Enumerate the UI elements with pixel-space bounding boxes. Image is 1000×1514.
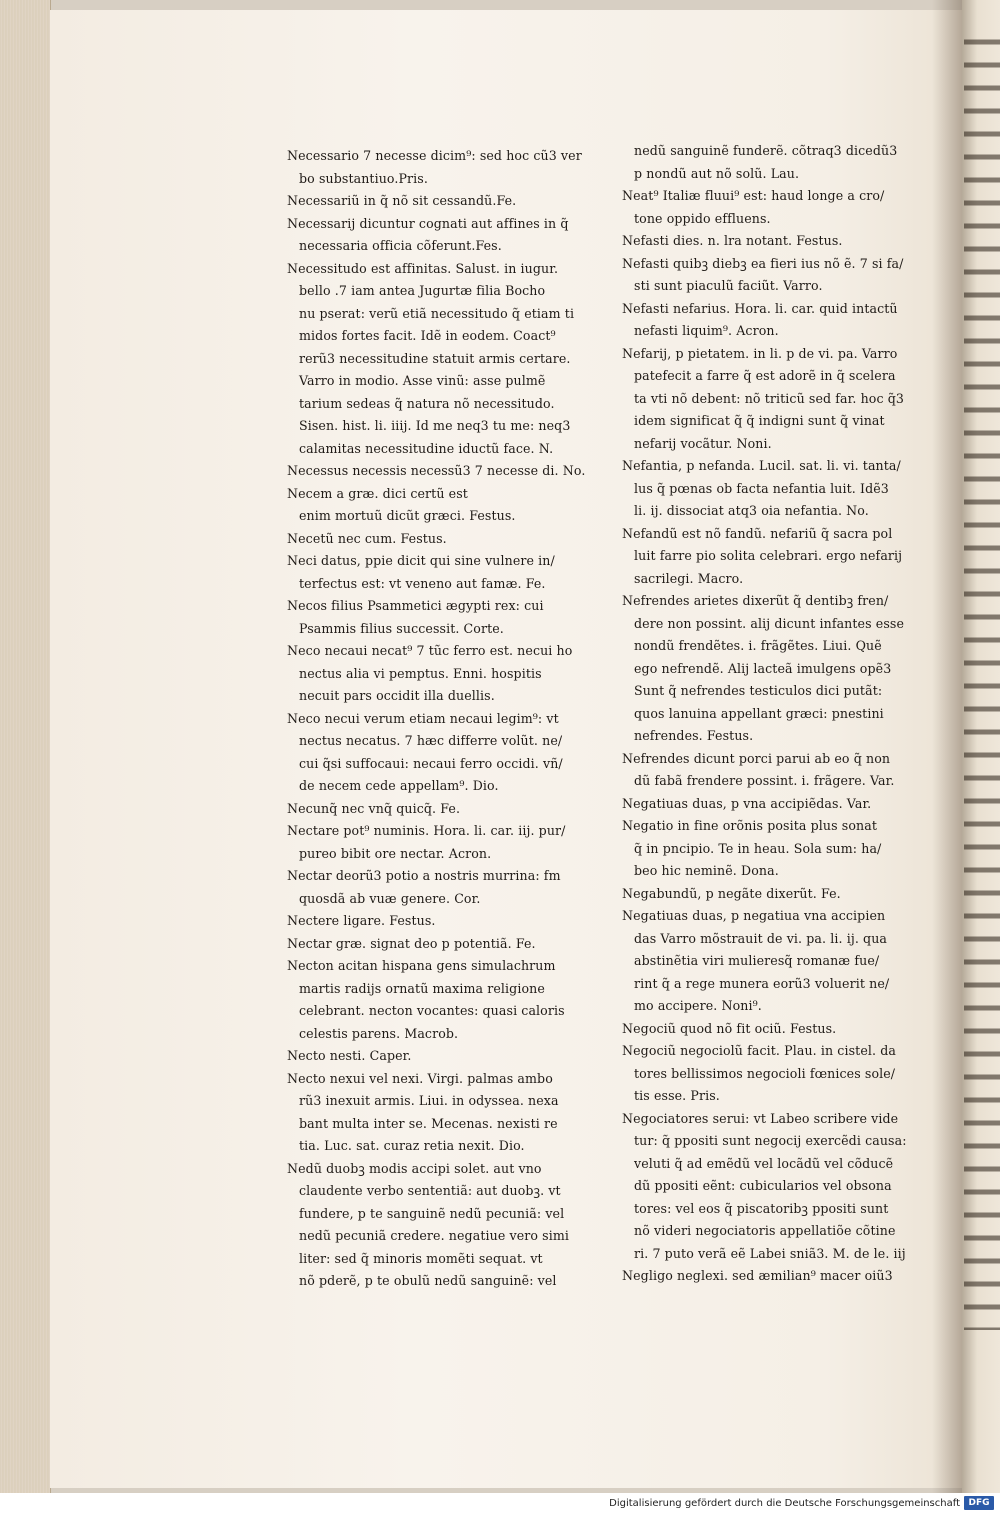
text-line: Negabundũ, p negãte dixerũt. Fe.	[622, 885, 841, 901]
text-line: tarium sedeas q̃ natura nõ necessitudo.	[299, 395, 555, 411]
text-line: Neco necaui necat⁹ 7 tũc ferro est. necui ho	[287, 643, 573, 658]
text-line: Sunt q̃ nefrendes testiculos dici putãt:	[634, 683, 883, 698]
text-line: enim mortuũ dicũt græci. Festus.	[299, 508, 516, 523]
text-line: idem significat q̃ q̃ indigni sunt q̃ vinat	[634, 413, 885, 428]
text-line: rũ3 inexuit armis. Liui. in odyssea. nexa	[299, 1093, 559, 1108]
text-line: Nefantia, p nefanda. Lucil. sat. li. vi. tanta/	[622, 458, 901, 473]
text-line: nu pserat: verũ etiã necessitudo q̃ etiam ti	[299, 305, 575, 321]
text-line: mo accipere. Noni⁹.	[634, 998, 762, 1013]
text-line: tis esse. Pris.	[634, 1088, 720, 1103]
text-line: Nefasti nefarius. Hora. li. car. quid intactũ	[622, 300, 898, 316]
text-line: Psammis filius successit. Corte.	[299, 620, 504, 636]
text-line: tores bellissimos negocioli fœnices sole/	[634, 1065, 896, 1081]
text-line: Necto nesti. Caper.	[287, 1048, 412, 1063]
digitization-footer	[0, 1493, 1000, 1514]
text-line: patefecit a farre q̃ est adorẽ in q̃ scelera	[634, 368, 896, 383]
text-line: midos fortes facit. Idẽ in eodem. Coact⁹	[299, 328, 556, 343]
text-line: quos lanuina appellant græci: pnestini	[634, 705, 884, 721]
text-line: Necessarij dicuntur cognati aut affines in q̃	[287, 215, 569, 231]
right-text-column	[622, 140, 912, 1288]
text-line: bello .7 iam antea Jugurtæ filia Bocho	[299, 283, 546, 298]
text-line: Negatiuas duas, p negatiua vna accipien	[622, 908, 886, 923]
text-line: Necessario 7 necesse dicim⁹: sed hoc cũ3 ver	[287, 148, 582, 163]
text-line: de necem cede appellam⁹. Dio.	[299, 778, 499, 793]
text-line: p nondũ aut nõ solũ. Lau.	[634, 165, 800, 181]
text-line: Necetũ nec cum. Festus.	[287, 530, 447, 546]
text-line: nedũ sanguinẽ funderẽ. cõtraq3 dicedũ3	[634, 143, 898, 158]
text-line: dũ ppositi eẽnt: cubicularios vel obsona	[634, 1178, 892, 1193]
text-line: nondũ frendẽtes. i. frãgẽtes. Liui. Quẽ	[634, 638, 882, 653]
facing-page-edge	[962, 0, 1000, 1493]
dfg-logo: DFG	[964, 1496, 994, 1510]
text-line: bo substantiuo.Pris.	[299, 170, 428, 186]
text-line: nefarij vocãtur. Noni.	[634, 435, 772, 451]
text-line: dũ fabã frendere possint. i. frãgere. Var.	[634, 773, 895, 788]
text-line: Nefarij, p pietatem. in li. p de vi. pa. Varro	[622, 345, 898, 361]
text-line: Negociũ quod nõ fit ociũ. Festus.	[622, 1020, 837, 1036]
text-line: lus q̃ pœnas ob facta nefantia luit. Idẽ3	[634, 480, 889, 496]
text-line: Necton acitan hispana gens simulachrum	[287, 958, 556, 973]
text-line: Varro in modio. Asse vinũ: asse pulmẽ	[299, 373, 546, 388]
text-line: luit farre pio solita celebrari. ergo nefarij	[634, 548, 903, 563]
text-line: tia. Luc. sat. curaz retia nexit. Dio.	[299, 1138, 525, 1153]
left-text-column	[287, 145, 587, 1293]
text-line: Neat⁹ Italiæ fluui⁹ est: haud longe a cro/	[622, 188, 885, 203]
text-line: Nectar græ. signat deo p potentiã. Fe.	[287, 935, 536, 951]
text-line: necuit pars occidit illa duellis.	[299, 688, 495, 703]
text-line: beo hic neminẽ. Dona.	[634, 863, 779, 878]
text-line: sti sunt piaculũ faciũt. Varro.	[634, 278, 823, 293]
text-line: cui q̃si suffocaui: necaui ferro occidi. vñ/	[299, 755, 563, 771]
text-line: martis radijs ornatũ maxima religione	[299, 980, 545, 996]
gutter-shadow	[932, 0, 962, 1493]
text-line: Neco necui verum etiam necaui legim⁹: vt	[287, 710, 559, 726]
text-line: Necunq̃ nec vnq̃ quicq̃. Fe.	[287, 800, 461, 816]
text-line: Nefasti quibꝫ diebꝫ ea fieri ius nõ ẽ. 7 si fa/	[622, 255, 904, 271]
text-line: terfectus est: vt veneno aut famæ. Fe.	[299, 575, 546, 591]
text-line: celestis parens. Macrob.	[299, 1025, 459, 1041]
text-line: q̃ in pncipio. Te in heau. Sola sum: ha/	[634, 840, 882, 856]
text-line: tur: q̃ ppositi sunt negocij exercẽdi causa:	[634, 1133, 907, 1148]
text-line: Nefandũ est nõ fandũ. nefariũ q̃ sacra pol	[622, 525, 893, 541]
text-line: celebrant. necton vocantes: quasi caloris	[299, 1003, 565, 1018]
text-line: nõ pderẽ, p te obulũ nedũ sanguinẽ: vel	[299, 1273, 557, 1288]
text-line: ri. 7 puto verã eẽ Labei sniã3. M. de le. iij	[634, 1245, 906, 1261]
text-line: Necessariũ in q̃ nõ sit cessandũ.Fe.	[287, 193, 517, 208]
text-line: Neci datus, ppie dicit qui sine vulnere in/	[287, 553, 555, 568]
text-line: Negociũ negociolũ facit. Plau. in cistel. da	[622, 1043, 896, 1058]
text-line: Negligo neglexi. sed æmilian⁹ macer oiũ3	[622, 1268, 893, 1283]
text-line: tores: vel eos q̃ piscatoribꝫ ppositi sunt	[634, 1200, 889, 1216]
text-line: Necto nexui vel nexi. Virgi. palmas ambo	[287, 1070, 553, 1086]
text-line: Negociatores serui: vt Labeo scribere vide	[622, 1110, 899, 1126]
text-line: Nefrendes dicunt porci parui ab eo q̃ non	[622, 750, 891, 766]
book-page-edges	[0, 0, 51, 1493]
text-line: Nectar deorũ3 potio a nostris murrina: fm	[287, 868, 561, 883]
text-line: bant multa inter se. Mecenas. nexisti re	[299, 1115, 558, 1131]
text-line: Nefasti dies. n. lra notant. Festus.	[622, 233, 843, 248]
funding-notice: Digitalisierung gefördert durch die Deutsche Forschungsgemeinschaft	[609, 1498, 960, 1509]
text-line: necessaria officia cõferunt.Fes.	[299, 238, 502, 253]
text-line: abstinẽtia viri mulieresq̃ romanæ fue/	[634, 953, 880, 968]
text-line: Nectare pot⁹ numinis. Hora. li. car. iij. pur/	[287, 823, 566, 838]
text-line: Necos filius Psammetici ægypti rex: cui	[287, 598, 544, 613]
text-line: dere non possint. alij dicunt infantes esse	[634, 615, 905, 631]
text-line: rint q̃ a rege munera eorũ3 voluerit ne/	[634, 975, 890, 991]
text-line: ta vti nõ debent: nõ triticũ sed far. hoc q̃3	[634, 390, 904, 406]
text-line: Nectere ligare. Festus.	[287, 913, 436, 928]
text-line: veluti q̃ ad emẽdũ vel locãdũ vel cõducẽ	[634, 1155, 894, 1171]
text-line: das Varro mõstrauit de vi. pa. li. ij. qua	[634, 930, 888, 946]
text-line: Sisen. hist. li. iiij. Id me neq3 tu me: neq3	[299, 418, 571, 433]
text-line: claudente verbo sententiã: aut duobꝫ. vt	[299, 1183, 561, 1198]
text-line: nefrendes. Festus.	[634, 728, 754, 743]
text-line: li. ij. dissociat atq3 oia nefantia. No.	[634, 503, 869, 518]
text-line: calamitas necessitudine iductũ face. N.	[299, 440, 554, 456]
text-line: Nedũ duobꝫ modis accipi solet. aut vno	[287, 1160, 542, 1176]
text-line: nectus alia vi pemptus. Enni. hospitis	[299, 665, 542, 681]
text-line: nedũ pecuniã credere. negatiue vero simi	[299, 1228, 570, 1243]
text-line: ego nefrendẽ. Alij lacteã imulgens opẽ3	[634, 660, 892, 676]
text-line: fundere, p te sanguinẽ nedũ pecuniã: vel	[299, 1205, 565, 1221]
text-line: Necessus necessis necessũ3 7 necesse di. No.	[287, 463, 586, 478]
text-line: sacrilegi. Macro.	[634, 570, 744, 586]
text-line: liter: sed q̃ minoris momẽti sequat. vt	[299, 1250, 543, 1266]
text-line: Necem a græ. dici certũ est	[287, 485, 468, 501]
text-line: nectus necatus. 7 hæc differre volũt. ne/	[299, 733, 563, 748]
text-line: nõ videri negociatoris appellatiõe cõtine	[634, 1223, 896, 1238]
text-line: Necessitudo est affinitas. Salust. in iugur.	[287, 260, 559, 276]
text-line: quosdã ab vuæ genere. Cor.	[299, 890, 481, 906]
text-line: pureo bibit ore nectar. Acron.	[299, 845, 492, 861]
text-line: Negatio in fine orõnis posita plus sonat	[622, 818, 878, 833]
text-line: nefasti liquim⁹. Acron.	[634, 323, 779, 338]
text-line: rerũ3 necessitudine statuit armis certare.	[299, 350, 571, 366]
text-line: Nefrendes arietes dixerũt q̃ dentibꝫ fren/	[622, 593, 889, 608]
text-line: Negatiuas duas, p vna accipiẽdas. Var.	[622, 795, 872, 811]
text-line: tone oppido effluens.	[634, 210, 771, 226]
